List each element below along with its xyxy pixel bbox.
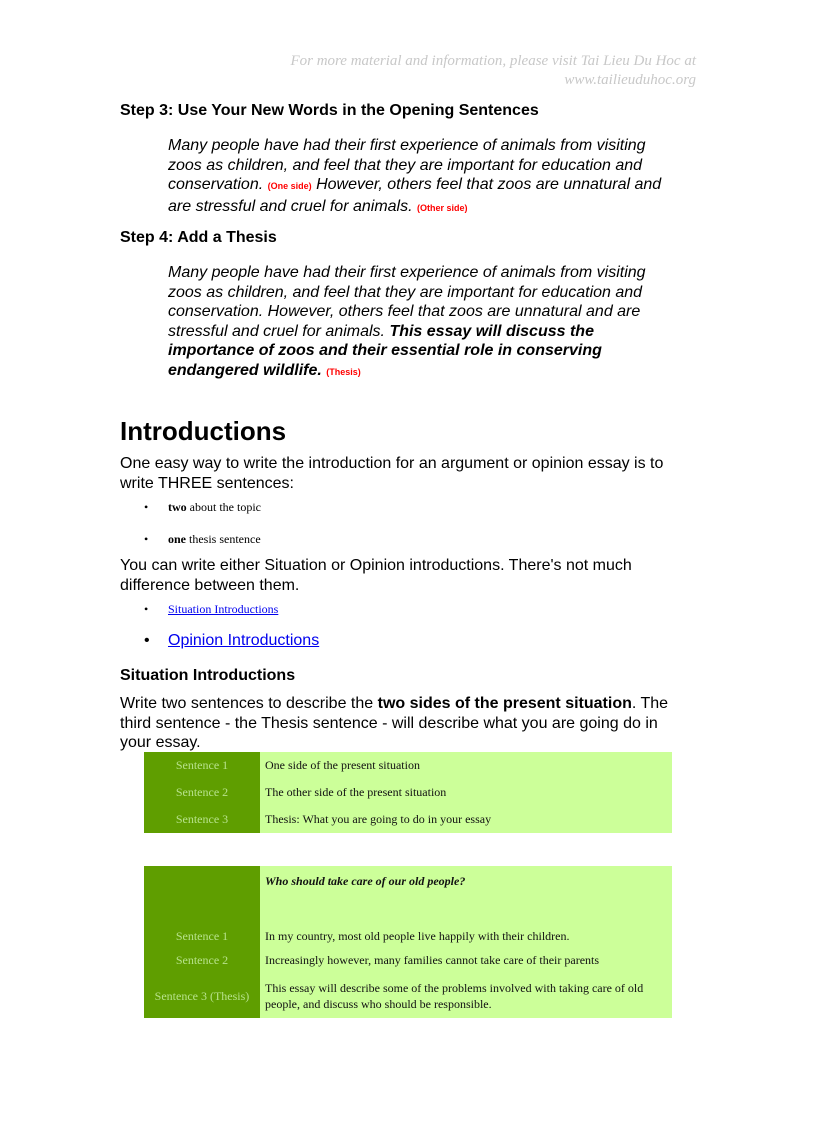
- row-text: In my country, most old people live happily with their children.: [260, 920, 672, 947]
- step3-note-other-side: (Other side): [417, 202, 468, 213]
- bullet-dot: •: [144, 632, 150, 649]
- bullet-bold: one: [168, 532, 186, 546]
- step4-quote: [168, 263, 668, 383]
- table-row: [144, 752, 672, 779]
- watermark: [290, 52, 696, 90]
- row-label: Sentence 2: [144, 947, 260, 974]
- step4-heading: Step 4: Add a Thesis: [120, 229, 277, 246]
- intro-paragraph-1: One easy way to write the introduction for an argument or opinion essay is to write THREE sentences:: [120, 455, 664, 492]
- bullet-two-about-topic: [144, 500, 261, 515]
- row-text: The other side of the present situation: [260, 779, 672, 806]
- table-row-question: [144, 866, 672, 920]
- row-text: This essay will describe some of the problems involved with taking care of old people, and discuss who should be responsible.: [260, 974, 672, 1018]
- bullet-text: thesis sentence: [186, 532, 261, 546]
- step4-note-thesis: (Thesis): [326, 366, 361, 377]
- question-text: Who should take care of our old people?: [265, 874, 466, 888]
- watermark-line-1: For more material and information, please visit Tai Lieu Du Hoc at: [290, 53, 696, 69]
- row-label: Sentence 3: [144, 806, 260, 833]
- step3-text-1: Many people have had their first experience of animals from visiting zoos as children, and feel that they are important for education and conservation.: [168, 137, 646, 194]
- bullet-bold: two: [168, 500, 187, 514]
- step4-thesis: This essay will discuss the importance of zoos and their essential role in conserving endangered wildlife.: [168, 322, 602, 379]
- bullet-situation-link: [144, 602, 278, 617]
- step3-heading: Step 3: Use Your New Words in the Opening Sentences: [120, 102, 539, 119]
- row-label: Sentence 3 (Thesis): [144, 974, 260, 1018]
- row-text: Increasingly however, many families cannot take care of their parents: [260, 947, 672, 974]
- situation-heading: Situation Introductions: [120, 667, 296, 684]
- watermark-line-2: www.tailieuduhoc.org: [564, 72, 696, 88]
- row-text: One side of the present situation: [260, 752, 672, 779]
- row-label: Sentence 1: [144, 752, 260, 779]
- row-label-empty: [144, 866, 260, 920]
- opinion-introductions-link[interactable]: Opinion Introductions: [168, 632, 320, 649]
- row-label: Sentence 1: [144, 920, 260, 947]
- situation-text-2: . The third sentence - the Thesis sentence - will describe what you are going do in your essay.: [120, 695, 669, 752]
- situation-paragraph: [120, 694, 676, 753]
- table-row: [144, 779, 672, 806]
- row-text: Thesis: What you are going to do in your essay: [260, 806, 672, 833]
- step4-text: Many people have had their first experience of animals from visiting zoos as children, and feel that they are important for education and conservation. However, others feel that zoos are unnatural and are stressful and cruel for animals.: [168, 264, 646, 340]
- table-row: [144, 920, 672, 947]
- bullet-dot: •: [144, 602, 149, 616]
- table-row: [144, 806, 672, 833]
- bullet-opinion-link: [144, 632, 319, 650]
- bullet-dot: •: [144, 532, 149, 546]
- table-row: [144, 947, 672, 974]
- step3-quote: [168, 136, 668, 218]
- example-table: [144, 866, 672, 1018]
- example-question: [260, 866, 672, 920]
- situation-introductions-link[interactable]: Situation Introductions: [168, 602, 279, 616]
- intro-paragraph-2: You can write either Situation or Opinion introductions. There's not much difference between them.: [120, 557, 632, 594]
- introductions-title: Introductions: [120, 416, 287, 446]
- table-row: [144, 974, 672, 1018]
- step3-text-2: However, others feel that zoos are unnatural and are stressful and cruel for animals.: [168, 176, 662, 215]
- step3-note-one-side: (One side): [267, 181, 312, 192]
- structure-table: [144, 752, 672, 833]
- row-label: Sentence 2: [144, 779, 260, 806]
- bullet-text: about the topic: [186, 500, 261, 514]
- bullet-dot: •: [144, 500, 149, 514]
- bullet-one-thesis: [144, 532, 261, 547]
- situation-bold: two sides of the present situation: [377, 695, 632, 712]
- situation-text-1: Write two sentences to describe the: [120, 695, 378, 712]
